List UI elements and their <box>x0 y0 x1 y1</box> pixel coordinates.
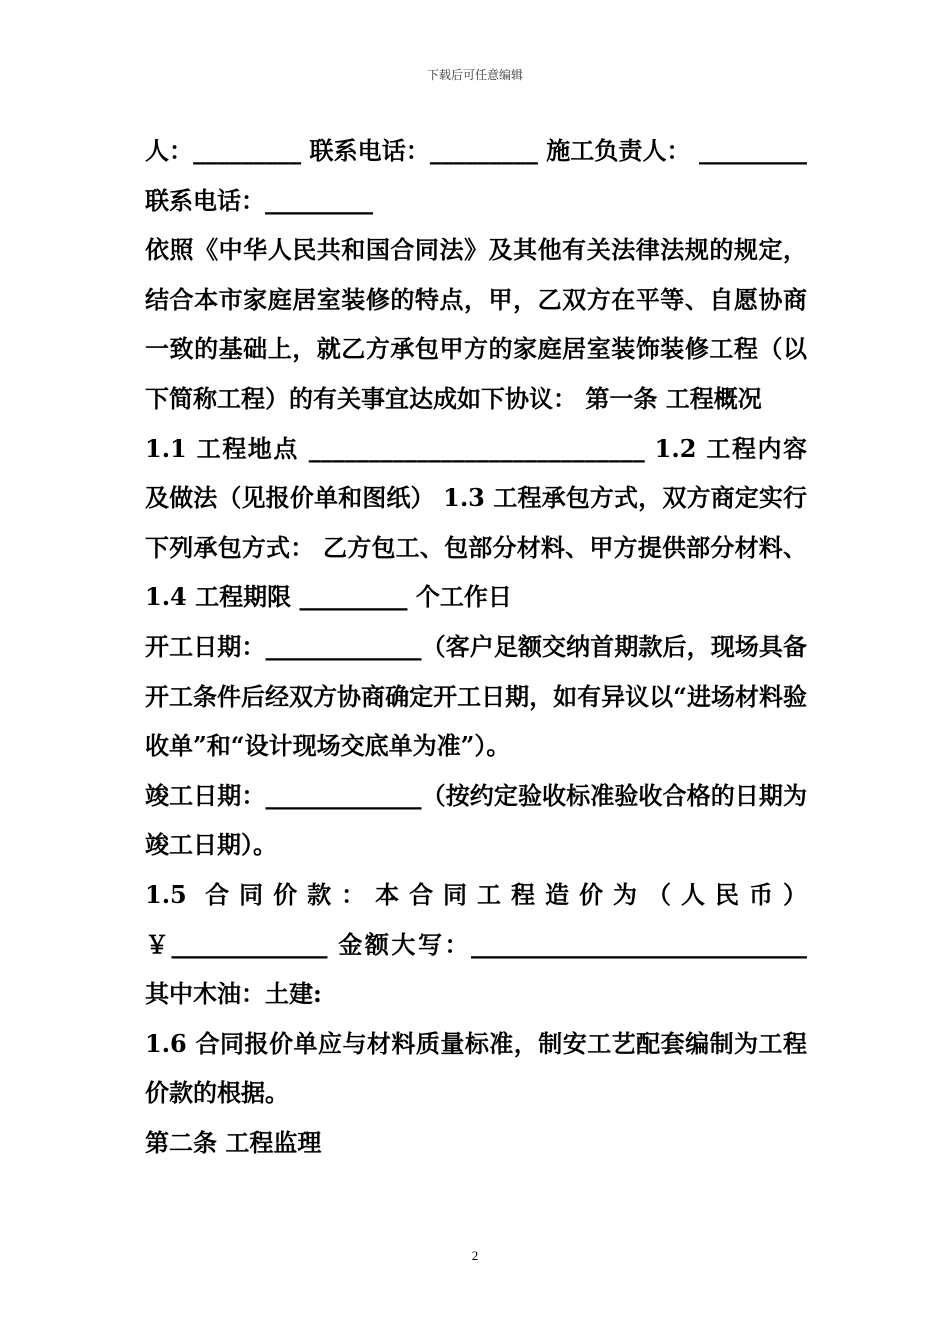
paragraph-1-6-quote: 1.6 合同报价单应与材料质量标准，制安工艺配套编制为工程价款的根据。 <box>145 1028 807 1108</box>
paragraph-preamble: 依照《中华人民共和国合同法》及其他有关法律法规的规定，结合本市家庭居室装修的特点，甲，乙双方在平等、自愿协商一致的基础上，就乙方承包甲方的家庭居室装饰装修工程（以下简称工程）的有关事宜达成如下协议： 第一条 工程概况 <box>145 235 807 413</box>
paragraph-1-5-price: 1.5 合同价款：本合同工程造价为（人民币）￥_____________ 金额大写：____________________________ 其中木油：土建: <box>145 879 807 1009</box>
paragraph-contacts: 人：_________ 联系电话：_________ 施工负责人： _________ 联系电话：_________ <box>145 136 807 215</box>
document-body <box>145 126 807 1167</box>
paragraph-start-date: 开工日期：_____________（客户足额交纳首期款后，现场具备开工条件后经双方协商确定开工日期，如有异议以“进场材料验收单”和“设计现场交底单为准”）。 <box>145 631 807 761</box>
page-header: 下载后可任意编辑 <box>426 68 523 82</box>
paragraph-completion-date: 竣工日期：_____________（按约定验收标准验收合格的日期为竣工日期）。 <box>145 780 807 860</box>
section-heading-article-2: 第二条 工程监理 <box>145 1127 322 1157</box>
paragraph-1-1-to-1-4: 1.1 工程地点 ____________________________ 1.2 工程内容及做法（见报价单和图纸） 1.3 工程承包方式，双方商定实行下列承包方式： 乙方包工、包部分材料、甲方提供部分材料、 1.4 工程期限 _________ 个工作日 <box>145 433 807 612</box>
page-number: 2 <box>471 1248 479 1263</box>
